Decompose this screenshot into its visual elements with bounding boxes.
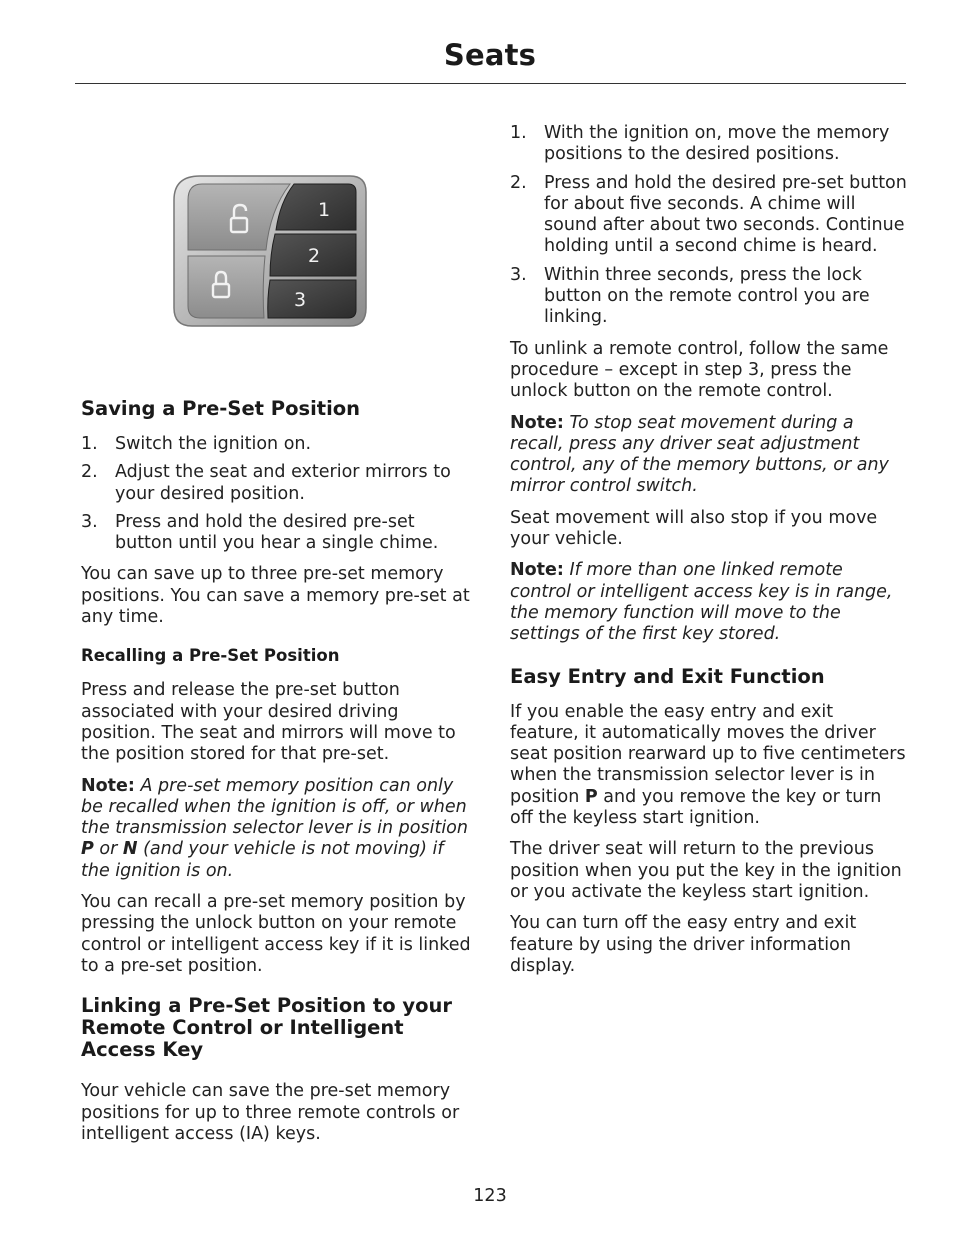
- list-item: 1. Switch the ignition on.: [81, 434, 312, 454]
- stop-paragraph: Seat movement will also stop if you move your vehicle.: [510, 507, 878, 550]
- lock-button[interactable]: [188, 256, 265, 318]
- recall-paragraph-2: You can recall a pre-set memory position by pressing the unlock button on your remote control or intelligent access key if it is linked to a pre-set position.: [81, 892, 471, 976]
- link-paragraph: Your vehicle can save the pre-set memory positions for up to three remote controls or intelligent access (IA) keys.: [81, 1081, 460, 1144]
- unlink-paragraph: To unlink a remote control, follow the same procedure – except in step 3, press the unlock button on the remote control.: [510, 338, 889, 402]
- memory-button-3[interactable]: [268, 280, 356, 318]
- easy-entry-paragraph-1: If you enable the easy entry and exit feature, it automatically moves the driver seat position rearward up to five centimeters when the transmission selector lever is in position P and you remove the key or turn off the keyless start ignition.: [510, 701, 906, 829]
- memory-seat-controls-illustration: [170, 170, 370, 330]
- left-column: [81, 398, 476, 1155]
- list-item: 3. Press and hold the desired pre-set button until you hear a single chime.: [81, 511, 439, 554]
- recall-paragraph: Press and release the pre-set button associated with your desired driving position. The seat and mirrors will move to the position stored for that pre-set.: [81, 680, 456, 765]
- memory-button-2-label: 2: [307, 245, 321, 267]
- list-item: 2. Press and hold the desired pre-set button for about five seconds. A chime will sound after about two seconds. Continue holding until a second chime is heard.: [510, 172, 907, 257]
- recall-heading: Recalling a Pre-Set Position: [81, 646, 340, 666]
- link-steps-list: [510, 123, 907, 329]
- note-multiple-keys: Note: If more than one linked remote control or intelligent access key is in range, the memory function will move to the settings of the first key stored.: [510, 560, 893, 645]
- list-item: 1. With the ignition on, move the memory positions to the desired positions.: [510, 123, 890, 165]
- easy-entry-heading: Easy Entry and Exit Function: [510, 664, 825, 688]
- list-item: 2. Adjust the seat and exterior mirrors to your desired position.: [81, 462, 451, 504]
- easy-entry-paragraph-3: You can turn off the easy entry and exit feature by using the driver information display.: [510, 913, 857, 976]
- memory-button-3-label: 3: [293, 289, 307, 311]
- header-divider: [75, 83, 906, 84]
- link-heading: Linking a Pre-Set Position to your Remote Control or Intelligent Access Key: [81, 994, 452, 1062]
- note-stop-movement: Note: To stop seat movement during a recall, press any driver seat adjustment control, any of the memory buttons, or any mirror control switch.: [510, 412, 889, 497]
- easy-entry-paragraph-2: The driver seat will return to the previous position when you put the key in the ignition or you activate the keyless start ignition.: [510, 839, 902, 902]
- list-item: 3. Within three seconds, press the lock button on the remote control you are linking.: [510, 264, 870, 328]
- memory-button-1-label: 1: [317, 199, 331, 221]
- note-recall: Note: A pre-set memory position can only be recalled when the ignition is off, or when the transmission selector lever is in position P or N (and your vehicle is not moving) if the ignition is on.: [81, 775, 468, 881]
- page-number: 123: [473, 1186, 507, 1206]
- page-title: Seats: [443, 38, 537, 72]
- saving-paragraph: You can save up to three pre-set memory positions. You can save a memory pre-set at any time.: [81, 564, 470, 628]
- right-column: [510, 123, 907, 987]
- memory-seat-controls-figure: [170, 170, 370, 330]
- saving-steps-list: [81, 434, 476, 554]
- saving-heading: Saving a Pre-Set Position: [81, 397, 361, 420]
